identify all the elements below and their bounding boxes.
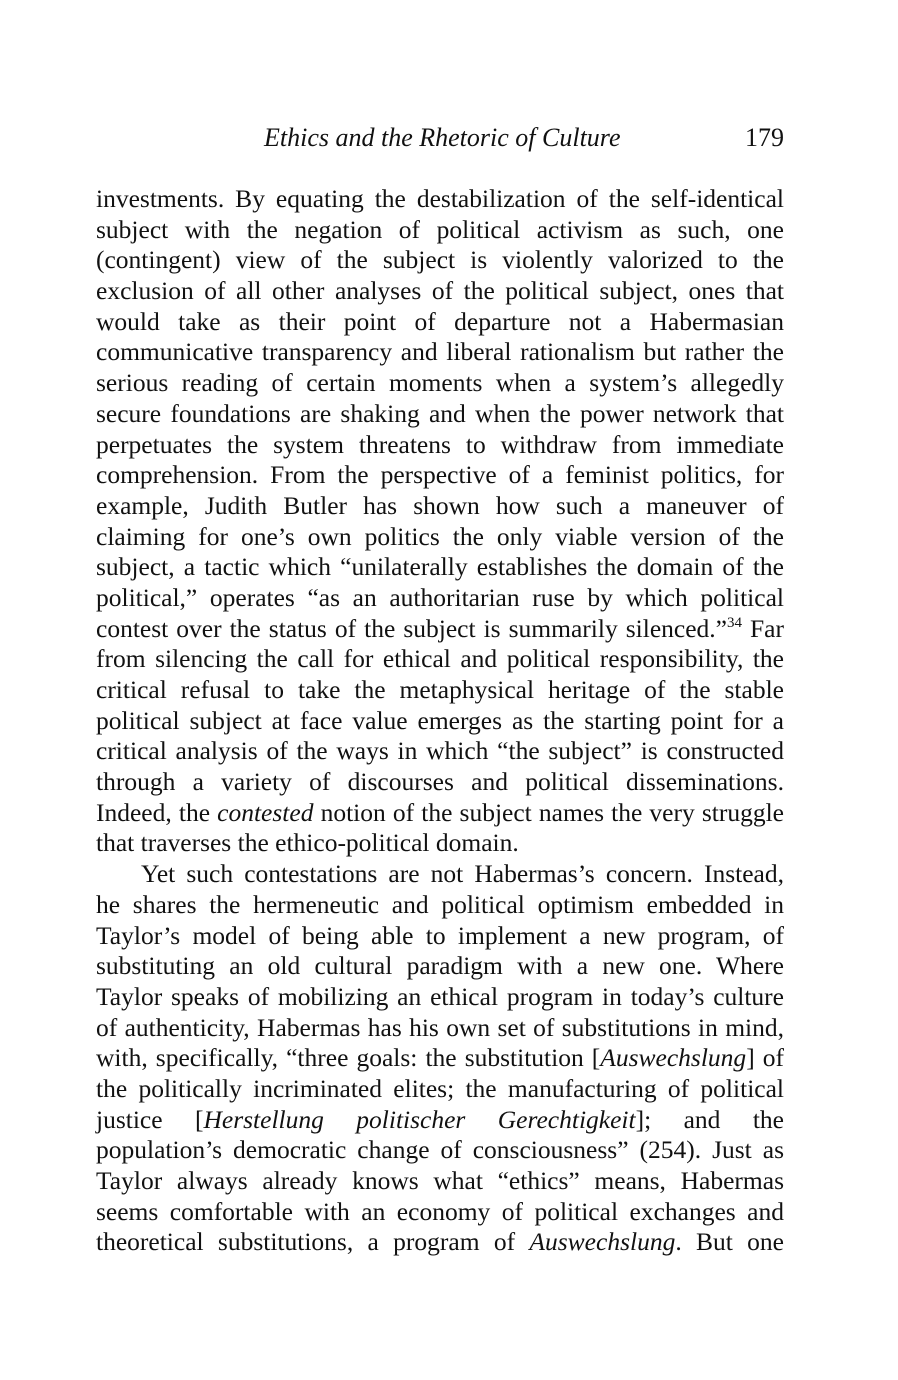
text-line: political,” operates “as an authoritarian ruse by which political	[96, 582, 784, 612]
page-number: 179	[745, 123, 784, 152]
text-line: that traverses the ethico-political domain.	[96, 828, 519, 858]
text-line: would take as their point of departure not a Habermasian	[96, 306, 784, 336]
text-line: from silencing the call for ethical and political responsibility, the	[96, 644, 784, 674]
text-line: communicative transparency and liberal rationalism but rather the	[96, 337, 784, 367]
text-line: exclusion of all other analyses of the political subject, ones that	[96, 276, 784, 306]
footnote-marker[interactable]: 34	[726, 614, 742, 631]
text-line: through a variety of discourses and political disseminations.	[96, 767, 784, 797]
body-text	[96, 184, 784, 1258]
text-line: justice [Herstellung politischer Gerechtigkeit]; and the	[96, 1104, 784, 1134]
text-line: he shares the hermeneutic and political optimism embedded in	[96, 889, 784, 919]
text-line: contest over the status of the subject is summarily silenced.”$^{34}$ Far	[96, 613, 784, 643]
text-line: serious reading of certain moments when a system’s allegedly	[96, 368, 784, 398]
text-line: theoretical substitutions, a program of Auswechslung. But one	[96, 1227, 784, 1257]
text-line: critical analysis of the ways in which “the subject” is constructed	[96, 736, 784, 766]
italic-term: contested	[217, 797, 314, 827]
text-line: critical refusal to take the metaphysical heritage of the stable	[96, 675, 784, 704]
text-line: seems comfortable with an economy of political exchanges and	[96, 1196, 784, 1226]
text-line: population’s democratic change of consciousness” (254). Just as	[96, 1135, 784, 1165]
text-line: substituting an old cultural paradigm with a new one. Where	[96, 951, 784, 981]
running-head	[96, 120, 784, 156]
text-line: subject with the negation of political activism as such, one	[96, 214, 784, 244]
text-line: with, specifically, “three goals: the substitution [Auswechslung] of	[96, 1043, 784, 1073]
text-line: comprehension. From the perspective of a feminist politics, for	[96, 460, 784, 490]
text-line: investments. By equating the destabilization of the self-identical	[96, 184, 784, 213]
text-line: perpetuates the system threatens to withdraw from immediate	[96, 429, 784, 459]
text-line: Taylor speaks of mobilizing an ethical program in today’s culture	[96, 981, 784, 1011]
italic-term: Auswechslung	[529, 1227, 676, 1257]
text-line: Taylor always already knows what “ethics” means, Habermas	[96, 1166, 784, 1195]
text-line: the politically incriminated elites; the manufacturing of political	[96, 1073, 784, 1103]
italic-term: Herstellung politischer Gerechtigkeit	[203, 1104, 636, 1134]
text-line: political subject at face value emerges as the starting point for a	[96, 705, 784, 735]
text-line: Indeed, the contested notion of the subject names the very struggle	[96, 797, 784, 827]
text-line: subject, a tactic which “unilaterally establishes the domain of the	[96, 552, 784, 582]
text-line: (contingent) view of the subject is violently valorized to the	[96, 245, 784, 275]
text-line: Taylor’s model of being able to implement a new program, of	[96, 920, 784, 950]
running-title: Ethics and the Rhetoric of Culture	[264, 123, 621, 152]
text-line: secure foundations are shaking and when the power network that	[96, 398, 784, 428]
text-line: of authenticity, Habermas has his own set of substitutions in mind,	[96, 1012, 784, 1042]
text-line: claiming for one’s own politics the only viable version of the	[96, 521, 784, 551]
text-line: example, Judith Butler has shown how such a maneuver of	[96, 490, 784, 520]
text-line: Yet such contestations are not Habermas’s concern. Instead,	[141, 859, 784, 889]
italic-term: Auswechslung	[600, 1043, 747, 1073]
